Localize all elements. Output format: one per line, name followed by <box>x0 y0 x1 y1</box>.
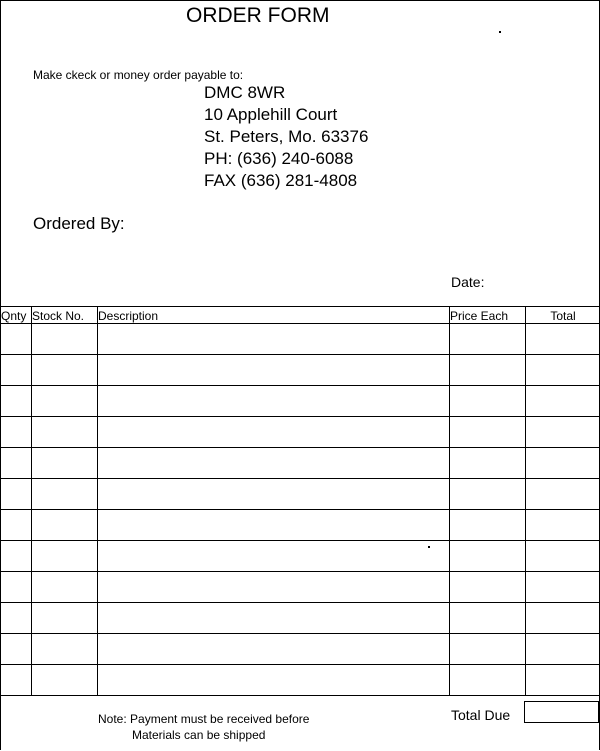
address-company: DMC 8WR <box>204 83 286 102</box>
address-fax: FAX (636) 281-4808 <box>204 171 358 190</box>
payable-instruction: Make ckeck or money order payable to: <box>33 68 244 82</box>
price-each-cell[interactable] <box>450 634 526 665</box>
price-each-cell[interactable] <box>450 417 526 448</box>
total-due-field[interactable] <box>524 701 599 723</box>
description-cell[interactable] <box>98 541 450 572</box>
scan-speck <box>499 31 501 33</box>
total-cell[interactable] <box>526 665 600 696</box>
total-cell[interactable] <box>526 386 600 417</box>
payment-note-line2: Materials can be shipped <box>132 728 266 742</box>
table-row <box>1 479 600 510</box>
qty-cell[interactable] <box>1 665 32 696</box>
total-cell[interactable] <box>526 541 600 572</box>
stock-no-cell[interactable] <box>32 634 98 665</box>
qty-cell[interactable] <box>1 510 32 541</box>
stock-no-cell[interactable] <box>32 386 98 417</box>
header-stock-no: Stock No. <box>32 307 98 324</box>
total-cell[interactable] <box>526 572 600 603</box>
table-row <box>1 417 600 448</box>
form-title: ORDER FORM <box>186 4 330 27</box>
table-row <box>1 324 600 355</box>
qty-cell[interactable] <box>1 324 32 355</box>
description-cell[interactable] <box>98 417 450 448</box>
total-cell[interactable] <box>526 417 600 448</box>
qty-cell[interactable] <box>1 572 32 603</box>
description-cell[interactable] <box>98 324 450 355</box>
qty-cell[interactable] <box>1 448 32 479</box>
scan-speck <box>428 546 430 548</box>
price-each-cell[interactable] <box>450 479 526 510</box>
stock-no-cell[interactable] <box>32 603 98 634</box>
stock-no-cell[interactable] <box>32 355 98 386</box>
qty-cell[interactable] <box>1 634 32 665</box>
description-cell[interactable] <box>98 603 450 634</box>
price-each-cell[interactable] <box>450 386 526 417</box>
table-row <box>1 572 600 603</box>
qty-cell[interactable] <box>1 479 32 510</box>
description-cell[interactable] <box>98 572 450 603</box>
header-total: Total <box>526 307 600 324</box>
stock-no-cell[interactable] <box>32 448 98 479</box>
price-each-cell[interactable] <box>450 355 526 386</box>
total-due-label: Total Due <box>451 707 511 723</box>
price-each-cell[interactable] <box>450 603 526 634</box>
qty-cell[interactable] <box>1 355 32 386</box>
stock-no-cell[interactable] <box>32 479 98 510</box>
description-cell[interactable] <box>98 510 450 541</box>
stock-no-cell[interactable] <box>32 510 98 541</box>
table-row <box>1 665 600 696</box>
qty-cell[interactable] <box>1 386 32 417</box>
description-cell[interactable] <box>98 386 450 417</box>
qty-cell[interactable] <box>1 541 32 572</box>
qty-cell[interactable] <box>1 603 32 634</box>
price-each-cell[interactable] <box>450 448 526 479</box>
description-cell[interactable] <box>98 448 450 479</box>
table-row <box>1 448 600 479</box>
price-each-cell[interactable] <box>450 572 526 603</box>
price-each-cell[interactable] <box>450 541 526 572</box>
stock-no-cell[interactable] <box>32 665 98 696</box>
total-cell[interactable] <box>526 510 600 541</box>
total-cell[interactable] <box>526 355 600 386</box>
description-cell[interactable] <box>98 634 450 665</box>
table-row <box>1 541 600 572</box>
table-header-row <box>1 307 600 324</box>
total-cell[interactable] <box>526 324 600 355</box>
description-cell[interactable] <box>98 479 450 510</box>
description-cell[interactable] <box>98 355 450 386</box>
total-cell[interactable] <box>526 448 600 479</box>
description-cell[interactable] <box>98 665 450 696</box>
stock-no-cell[interactable] <box>32 324 98 355</box>
address-street: 10 Applehill Court <box>204 105 338 124</box>
price-each-cell[interactable] <box>450 510 526 541</box>
price-each-cell[interactable] <box>450 665 526 696</box>
header-description: Description <box>98 307 450 324</box>
stock-no-cell[interactable] <box>32 572 98 603</box>
qty-cell[interactable] <box>1 417 32 448</box>
stock-no-cell[interactable] <box>32 417 98 448</box>
payment-note-line1: Note: Payment must be received before <box>98 712 310 726</box>
header-price-each: Price Each <box>450 307 526 324</box>
table-row <box>1 603 600 634</box>
table-row <box>1 355 600 386</box>
total-cell[interactable] <box>526 603 600 634</box>
table-row <box>1 634 600 665</box>
total-cell[interactable] <box>526 479 600 510</box>
order-items-table <box>0 306 600 696</box>
table-row <box>1 510 600 541</box>
table-row <box>1 386 600 417</box>
price-each-cell[interactable] <box>450 324 526 355</box>
stock-no-cell[interactable] <box>32 541 98 572</box>
header-qty: Qnty <box>1 307 32 324</box>
total-cell[interactable] <box>526 634 600 665</box>
address-phone: PH: (636) 240-6088 <box>204 149 354 168</box>
date-label: Date: <box>451 274 485 290</box>
ordered-by-label: Ordered By: <box>33 214 125 233</box>
payment-note <box>98 711 309 743</box>
address-city: St. Peters, Mo. 63376 <box>204 127 369 146</box>
